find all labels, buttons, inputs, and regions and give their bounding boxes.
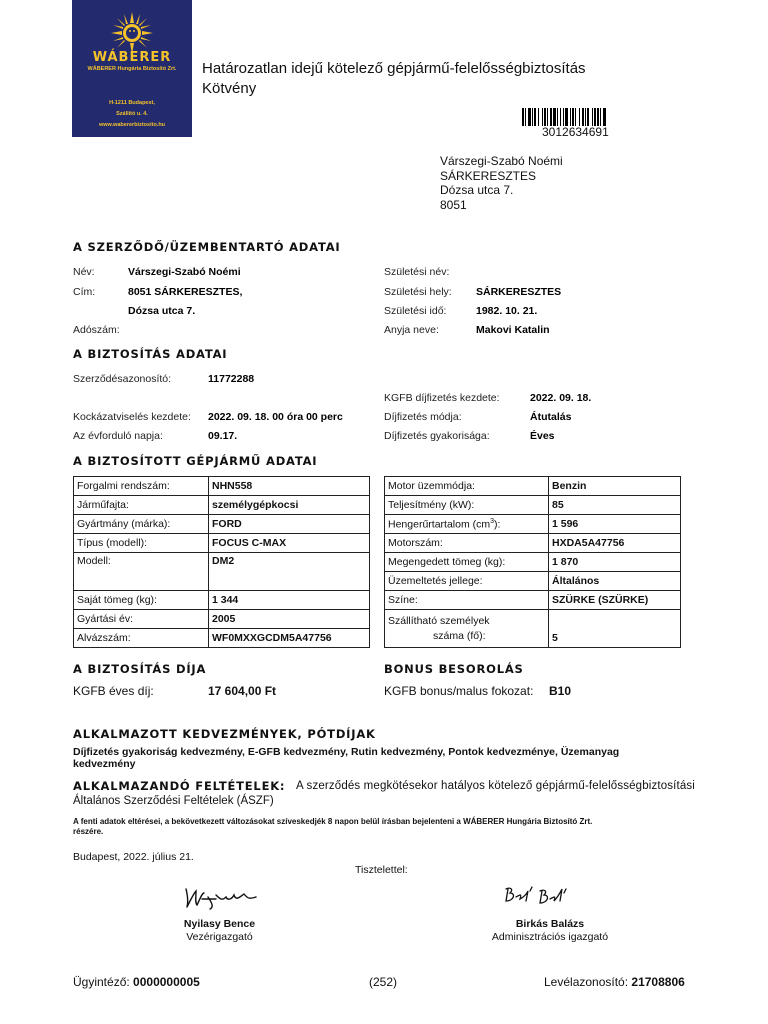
company-logo [72,0,192,137]
fee-value: 17 604,00 Ft [208,684,277,698]
signer-right-name: Birkás Balázs [515,918,585,930]
mother-name-value: Makovi Katalin [476,324,550,336]
barcode-bar [550,108,552,126]
vehicle-label [385,515,549,534]
vehicle-label: Motorszám: [385,534,549,553]
barcode-bar [597,108,599,126]
section-heading-vehicle: A BIZTOSÍTOTT GÉPJÁRMŰ ADATAI [73,454,318,468]
mother-name-label: Anyja neve: [384,324,439,336]
table-row [74,610,370,629]
barcode-bar [547,108,548,126]
barcode-bar [544,108,546,126]
signer-left-name: Nyilasy Bence [183,918,256,930]
barcode-bar [557,108,558,126]
logo-brand: WÁBERER [92,50,172,65]
signature-right-icon [500,883,580,909]
vehicle-label-line1: Szállítható személyek [388,614,490,627]
vehicle-value: FORD [209,515,370,534]
vehicle-value: Benzin [549,477,681,496]
barcode-bar [565,108,568,126]
address-value-line2: Dózsa utca 7. [128,305,196,317]
barcode-bar [579,108,580,126]
conditions-line1 [73,779,695,794]
table-row [385,553,681,572]
anniversary-value: 09.17. [208,430,238,442]
vehicle-value: 85 [549,496,681,515]
payment-method-value: Átutalás [530,411,572,423]
fee-label: KGFB éves díj: [73,684,154,698]
barcode-bar [582,108,584,126]
table-row [74,477,370,496]
table-row [74,629,370,648]
vehicle-label: Forgalmi rendszám: [74,477,209,496]
birth-place-value: SÁRKERESZTES [476,286,562,298]
birth-date-label: Születési idő: [384,305,447,317]
barcode-bar [572,108,574,126]
recipient-address [440,154,563,212]
logo-address-line1: H-1211 Budapest, [109,100,155,106]
table-row [385,610,681,648]
recipient-name: Várszegi-Szabó Noémi [440,154,563,168]
name-label: Név: [73,266,95,278]
logo-website: www.wabererbiztosito.hu [98,122,166,128]
barcode-bar [538,108,539,126]
contract-id-value: 11772288 [208,373,255,385]
table-row [385,496,681,515]
vehicle-value: személygépkocsi [209,496,370,515]
handler-value: 0000000005 [133,975,200,989]
barcode-bar [570,108,571,126]
contract-id-label: Szerződésazonosító: [73,373,172,385]
barcode-bar [522,108,524,126]
handler-label: Ügyintéző: [73,975,130,989]
table-row [385,591,681,610]
vehicle-label-sup: 3 [490,517,495,525]
recipient-street: Dózsa utca 7. [440,183,514,197]
barcode-icon [522,108,632,126]
vehicle-label: Megengedett tömeg (kg): [385,553,549,572]
conditions-text-line2: Általános Szerződési Feltételek (ÁSZF) [73,795,274,807]
birth-name-label: Születési név: [384,266,450,278]
logo-company: WÁBERER Hungária Biztosító Zrt. [87,66,177,72]
sun-logo-icon [111,12,153,54]
barcode-bar [585,108,586,126]
table-row [74,553,370,591]
barcode-bar [575,108,576,126]
recipient-city: SÁRKERESZTES [440,168,537,183]
vehicle-value: WF0MXXGCDM5A47756 [209,629,370,648]
letter-id-label: Levélazonosító: [544,975,629,989]
vehicle-label: Alvázszám: [74,629,209,648]
section-heading-contractor: A SZERZŐDŐ/ÜZEMBENTARTÓ ADATAI [73,240,341,254]
bonus-label: KGFB bonus/malus fokozat: [384,684,534,698]
tax-number-label: Adószám: [73,324,120,336]
risk-start-label: Kockázatviselés kezdete: [73,411,191,423]
barcode-bar [603,108,606,126]
address-value-line1: 8051 SÁRKERESZTES, [128,286,243,298]
barcode-bar [587,108,589,126]
birth-place-label: Születési hely: [384,286,452,298]
risk-start-value: 2022. 09. 18. 00 óra 00 perc [208,411,343,423]
vehicle-value: HXDA5A47756 [549,534,681,553]
barcode-bar [534,108,536,126]
vehicle-value: 5 [549,610,681,648]
birth-date-value: 1982. 10. 21. [476,305,538,317]
vehicle-label: Motor üzemmódja: [385,477,549,496]
vehicle-label: Modell: [74,553,209,591]
place-date: Budapest, 2022. július 21. [73,851,194,863]
barcode-bar [542,108,543,126]
payment-start-label: KGFB díjfizetés kezdete: [384,392,500,404]
vehicle-value: 1 344 [209,591,370,610]
vehicle-label: Gyártási év: [74,610,209,629]
payment-start-value: 2022. 09. 18. [530,392,592,404]
anniversary-label: Az évforduló napja: [73,430,163,442]
barcode-bar [592,108,593,126]
document-title [202,59,586,99]
barcode-bar [532,108,533,126]
section-heading-fee: A BIZTOSÍTÁS DÍJA [73,662,207,676]
payment-method-label: Díjfizetés módja: [384,411,462,423]
signature-left-icon [182,885,262,911]
vehicle-value: 1 870 [549,553,681,572]
barcode-bar [600,108,601,126]
page-number: (252) [369,975,398,989]
conditions-heading: ALKALMAZANDÓ FELTÉTELEK: [73,779,286,793]
bonus-value: B10 [549,684,572,698]
name-value: Várszegi-Szabó Noémi [128,266,241,278]
vehicle-label [385,610,549,648]
signer-right-title: Adminisztrációs igazgató [491,931,609,943]
greeting: Tisztelettel: [355,864,408,876]
vehicle-value: NHN558 [209,477,370,496]
notice-text [73,817,698,837]
recipient-zip: 8051 [440,197,467,212]
vehicle-label: Gyártmány (márka): [74,515,209,534]
letter-id [544,975,685,989]
barcode-bar [553,108,556,126]
section-heading-discounts: ALKALMAZOTT KEDVEZMÉNYEK, PÓTDÍJAK [73,727,376,741]
section-heading-insurance: A BIZTOSÍTÁS ADATAI [73,347,228,361]
table-row [385,477,681,496]
vehicle-table-right [384,476,681,648]
vehicle-value: FOCUS C-MAX [209,534,370,553]
vehicle-value: Általános [549,572,681,591]
vehicle-table-left [73,476,370,648]
vehicle-label: Teljesítmény (kW): [385,496,549,515]
conditions-text-line1: A szerződés megkötésekor hatályos kötelező gépjármű-felelősségbiztosítási [296,780,695,792]
vehicle-label: Típus (modell): [74,534,209,553]
vehicle-label-end: ): [494,518,501,531]
table-row [74,534,370,553]
vehicle-value: DM2 [209,553,370,591]
title-line2: Kötvény [202,80,257,97]
table-row [385,515,681,534]
vehicle-value: 2005 [209,610,370,629]
vehicle-value: SZÜRKE (SZÜRKE) [549,591,681,610]
payment-frequency-label: Díjfizetés gyakorisága: [384,430,490,442]
table-row [74,496,370,515]
handler [73,975,200,989]
table-row [74,591,370,610]
payment-frequency-value: Éves [530,430,555,442]
vehicle-value: 1 596 [549,515,681,534]
table-row [385,534,681,553]
vehicle-label: Járműfajta: [74,496,209,515]
section-heading-bonus: BONUS BESOROLÁS [384,662,524,676]
address-label: Cím: [73,286,96,298]
barcode-bar [594,108,596,126]
vehicle-label: Színe: [385,591,549,610]
vehicle-label: Üzemeltetés jellege: [385,572,549,591]
barcode-bar [563,108,564,126]
barcode-bar [560,108,561,126]
barcode-bar [528,108,531,126]
vehicle-label-text: Hengerűrtartalom (cm [388,518,491,531]
discounts-text [73,746,619,770]
vehicle-label: Saját tömeg (kg): [74,591,209,610]
discounts-text-line2: kedvezmény [73,758,136,770]
barcode-bar [525,108,526,126]
discounts-text-line1: Díjfizetés gyakoriság kedvezmény, E-GFB kedvezmény, Rutin kedvezmény, Pontok kedvezménye, Üzemanyag [73,746,620,758]
table-row [74,515,370,534]
title-line1: Határozatlan idejű kötelező gépjármű-felelősségbiztosítás [202,60,586,77]
logo-address-line2: Szállító u. 4. [116,111,148,117]
notice-line2: részére. [73,827,104,836]
signer-left-title: Vezérigazgató [186,931,253,943]
conditions-block [73,779,695,809]
letter-id-value: 21708806 [631,975,685,989]
notice-line1: A fenti adatok eltérései, a bekövetkezett változásokat szíveskedjék 8 napon belül írásban bejelenteni a WÁBERER Hungária Biztosító Zrt. [73,817,593,826]
vehicle-label-line2: száma (fő): [433,629,486,642]
table-row [385,572,681,591]
barcode-number: 3012634691 [542,125,609,139]
